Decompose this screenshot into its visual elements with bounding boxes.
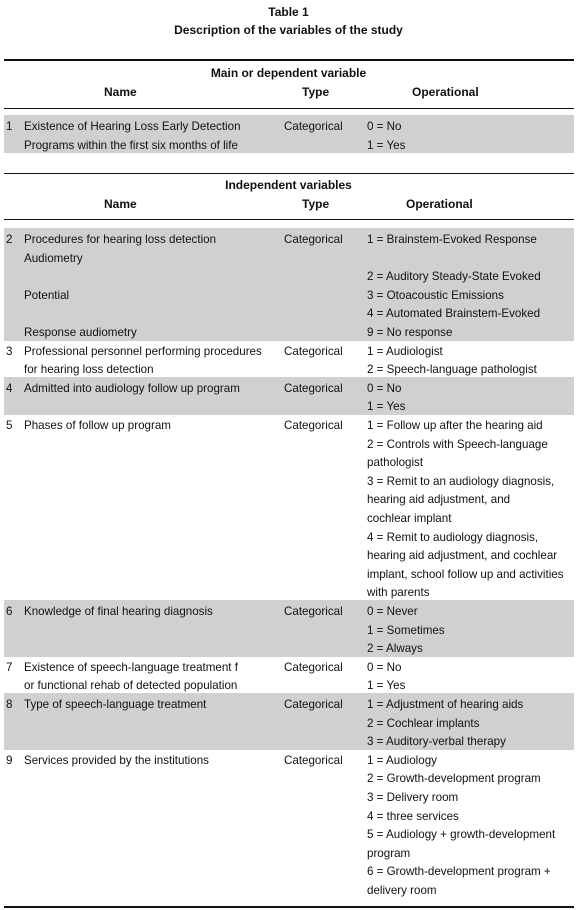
operational-value-line: 4 = Remit to audiology diagnosis, [367, 530, 539, 544]
operational-value-line: delivery room [367, 883, 437, 897]
operational-value-line: 3 = Otoacoustic Emissions [367, 288, 504, 302]
operational-value-line: hearing aid adjustment, and [367, 493, 511, 507]
variable-operational [367, 603, 577, 659]
variable-operational [367, 231, 577, 343]
variable-name-line: Services provided by the institutions [24, 753, 209, 767]
operational-value-line: hearing aid adjustment, and cochlear [367, 549, 558, 563]
table-row [4, 603, 574, 659]
operational-value-line: 1 = Adjustment of hearing aids [367, 698, 524, 711]
operational-value-line: 2 = Always [367, 642, 423, 656]
operational-value-line: 3 = Auditory-verbal therapy [367, 735, 506, 749]
section-title-dependent: Main or dependent variable [210, 66, 367, 80]
variable-name [24, 603, 286, 622]
operational-value-line: 0 = No [367, 381, 402, 395]
table-row [4, 231, 574, 343]
column-header-type: Type [302, 85, 330, 99]
operational-value-line [367, 250, 577, 269]
operational-value-line: 1 = Yes [367, 138, 406, 152]
operational-value-line: 1 = Yes [367, 679, 406, 693]
variable-name-line: Admitted into audiology follow up program [24, 381, 240, 395]
column-header-operational: Operational [406, 197, 473, 211]
table-row [4, 752, 574, 901]
variable-name-line: Procedures for hearing loss detection [24, 233, 217, 246]
variable-name-line: Knowledge of final hearing diagnosis [24, 605, 213, 618]
section-title-independent: Independent variables [225, 178, 352, 192]
operational-value-line: pathologist [367, 456, 424, 470]
section-rule [4, 173, 574, 174]
variable-type: Categorical [284, 605, 343, 618]
variable-type: Categorical [284, 120, 343, 133]
variable-name-line: Potential [24, 288, 70, 302]
column-header-operational: Operational [412, 85, 479, 99]
table-subtitle: Description of the variables of the study [174, 23, 403, 37]
header-rule [4, 108, 574, 109]
variable-name-line [24, 305, 286, 324]
variable-type: Categorical [284, 381, 343, 395]
operational-value-line: 5 = Audiology + growth-development [367, 828, 556, 842]
operational-value-line: 1 = Audiology [367, 753, 437, 767]
variable-operational [367, 380, 577, 417]
operational-value-line: 2 = Cochlear implants [367, 716, 480, 730]
variable-type: Categorical [284, 233, 343, 246]
variable-name [24, 380, 286, 399]
operational-value-line: 3 = Delivery room [367, 790, 459, 804]
operational-value-line: 2 = Growth-development program [367, 772, 541, 786]
table-row [4, 118, 574, 155]
operational-value-line: 1 = Yes [367, 400, 406, 414]
variable-operational [367, 343, 577, 380]
table-row [4, 417, 574, 603]
operational-value-line: 1 = Brainstem-Evoked Response [367, 233, 537, 246]
operational-value-line: 1 = Audiologist [367, 344, 443, 358]
table-row [4, 343, 574, 380]
row-number: 6 [6, 605, 13, 618]
operational-value-line: 4 = three services [367, 809, 459, 823]
variable-name [24, 659, 286, 696]
operational-value-line: 0 = Never [367, 605, 418, 618]
operational-value-line: implant, school follow up and activities [367, 567, 564, 581]
column-header-type: Type [302, 197, 330, 211]
variable-name [24, 417, 286, 436]
operational-value-line: program [367, 846, 411, 860]
variable-name-line [24, 268, 286, 287]
bottom-rule [4, 906, 574, 908]
variable-name [24, 118, 286, 155]
row-number: 8 [6, 698, 13, 711]
variable-name-line: Audiometry [24, 251, 83, 265]
variable-operational [367, 118, 577, 155]
row-number: 3 [6, 344, 13, 358]
row-number: 9 [6, 753, 13, 767]
operational-value-line: 3 = Remit to an audiology diagnosis, [367, 474, 555, 488]
operational-value-line: 0 = No [367, 120, 402, 133]
operational-value-line: 1 = Sometimes [367, 623, 445, 637]
variable-name [24, 696, 286, 715]
variable-name-line: Existence of speech-language treatment f [24, 660, 238, 674]
operational-value-line: 1 = Follow up after the hearing aid [367, 419, 543, 432]
operational-value-line: cochlear implant [367, 511, 452, 525]
variable-operational [367, 752, 577, 901]
variable-name [24, 231, 286, 343]
variable-type: Categorical [284, 660, 343, 674]
operational-value-line: 2 = Speech-language pathologist [367, 363, 537, 377]
variable-type: Categorical [284, 698, 343, 711]
variable-type: Categorical [284, 344, 343, 358]
variable-type: Categorical [284, 753, 343, 767]
operational-value-line: 6 = Growth-development program + [367, 865, 551, 879]
variable-name-line: or functional rehab of detected population [24, 679, 238, 693]
operational-value-line: 2 = Auditory Steady-State Evoked [367, 270, 541, 284]
variable-name-line: Existence of Hearing Loss Early Detection [24, 120, 241, 133]
variable-name-line: Response audiometry [24, 325, 137, 339]
row-number: 2 [6, 233, 13, 246]
table-title: Table 1 [268, 5, 309, 19]
variable-operational [367, 417, 577, 603]
column-header-name: Name [104, 85, 137, 99]
top-rule [4, 59, 574, 61]
header-rule [4, 219, 574, 220]
variable-name [24, 752, 286, 771]
variable-name-line: Type of speech-language treatment [24, 698, 207, 711]
variable-type: Categorical [284, 419, 343, 432]
table-row [4, 380, 574, 417]
row-number: 7 [6, 660, 13, 674]
row-number: 1 [6, 120, 13, 133]
variable-name-line: Programs within the first six months of life [24, 138, 238, 152]
row-number: 5 [6, 419, 13, 432]
operational-value-line: 9 = No response [367, 325, 453, 339]
operational-value-line: 0 = No [367, 660, 402, 674]
variable-name [24, 343, 286, 380]
variable-name-line: Phases of follow up program [24, 419, 171, 432]
variable-operational [367, 696, 577, 752]
operational-value-line: with parents [367, 586, 430, 600]
table-row [4, 696, 574, 752]
operational-value-line: 2 = Controls with Speech-language [367, 437, 548, 451]
operational-value-line: 4 = Automated Brainstem-Evoked [367, 307, 541, 321]
variable-operational [367, 659, 577, 696]
table-row [4, 659, 574, 696]
variable-name-line: for hearing loss detection [24, 363, 154, 377]
row-number: 4 [6, 381, 13, 395]
variable-name-line: Professional personnel performing procedures [24, 344, 262, 358]
column-header-name: Name [104, 197, 137, 211]
